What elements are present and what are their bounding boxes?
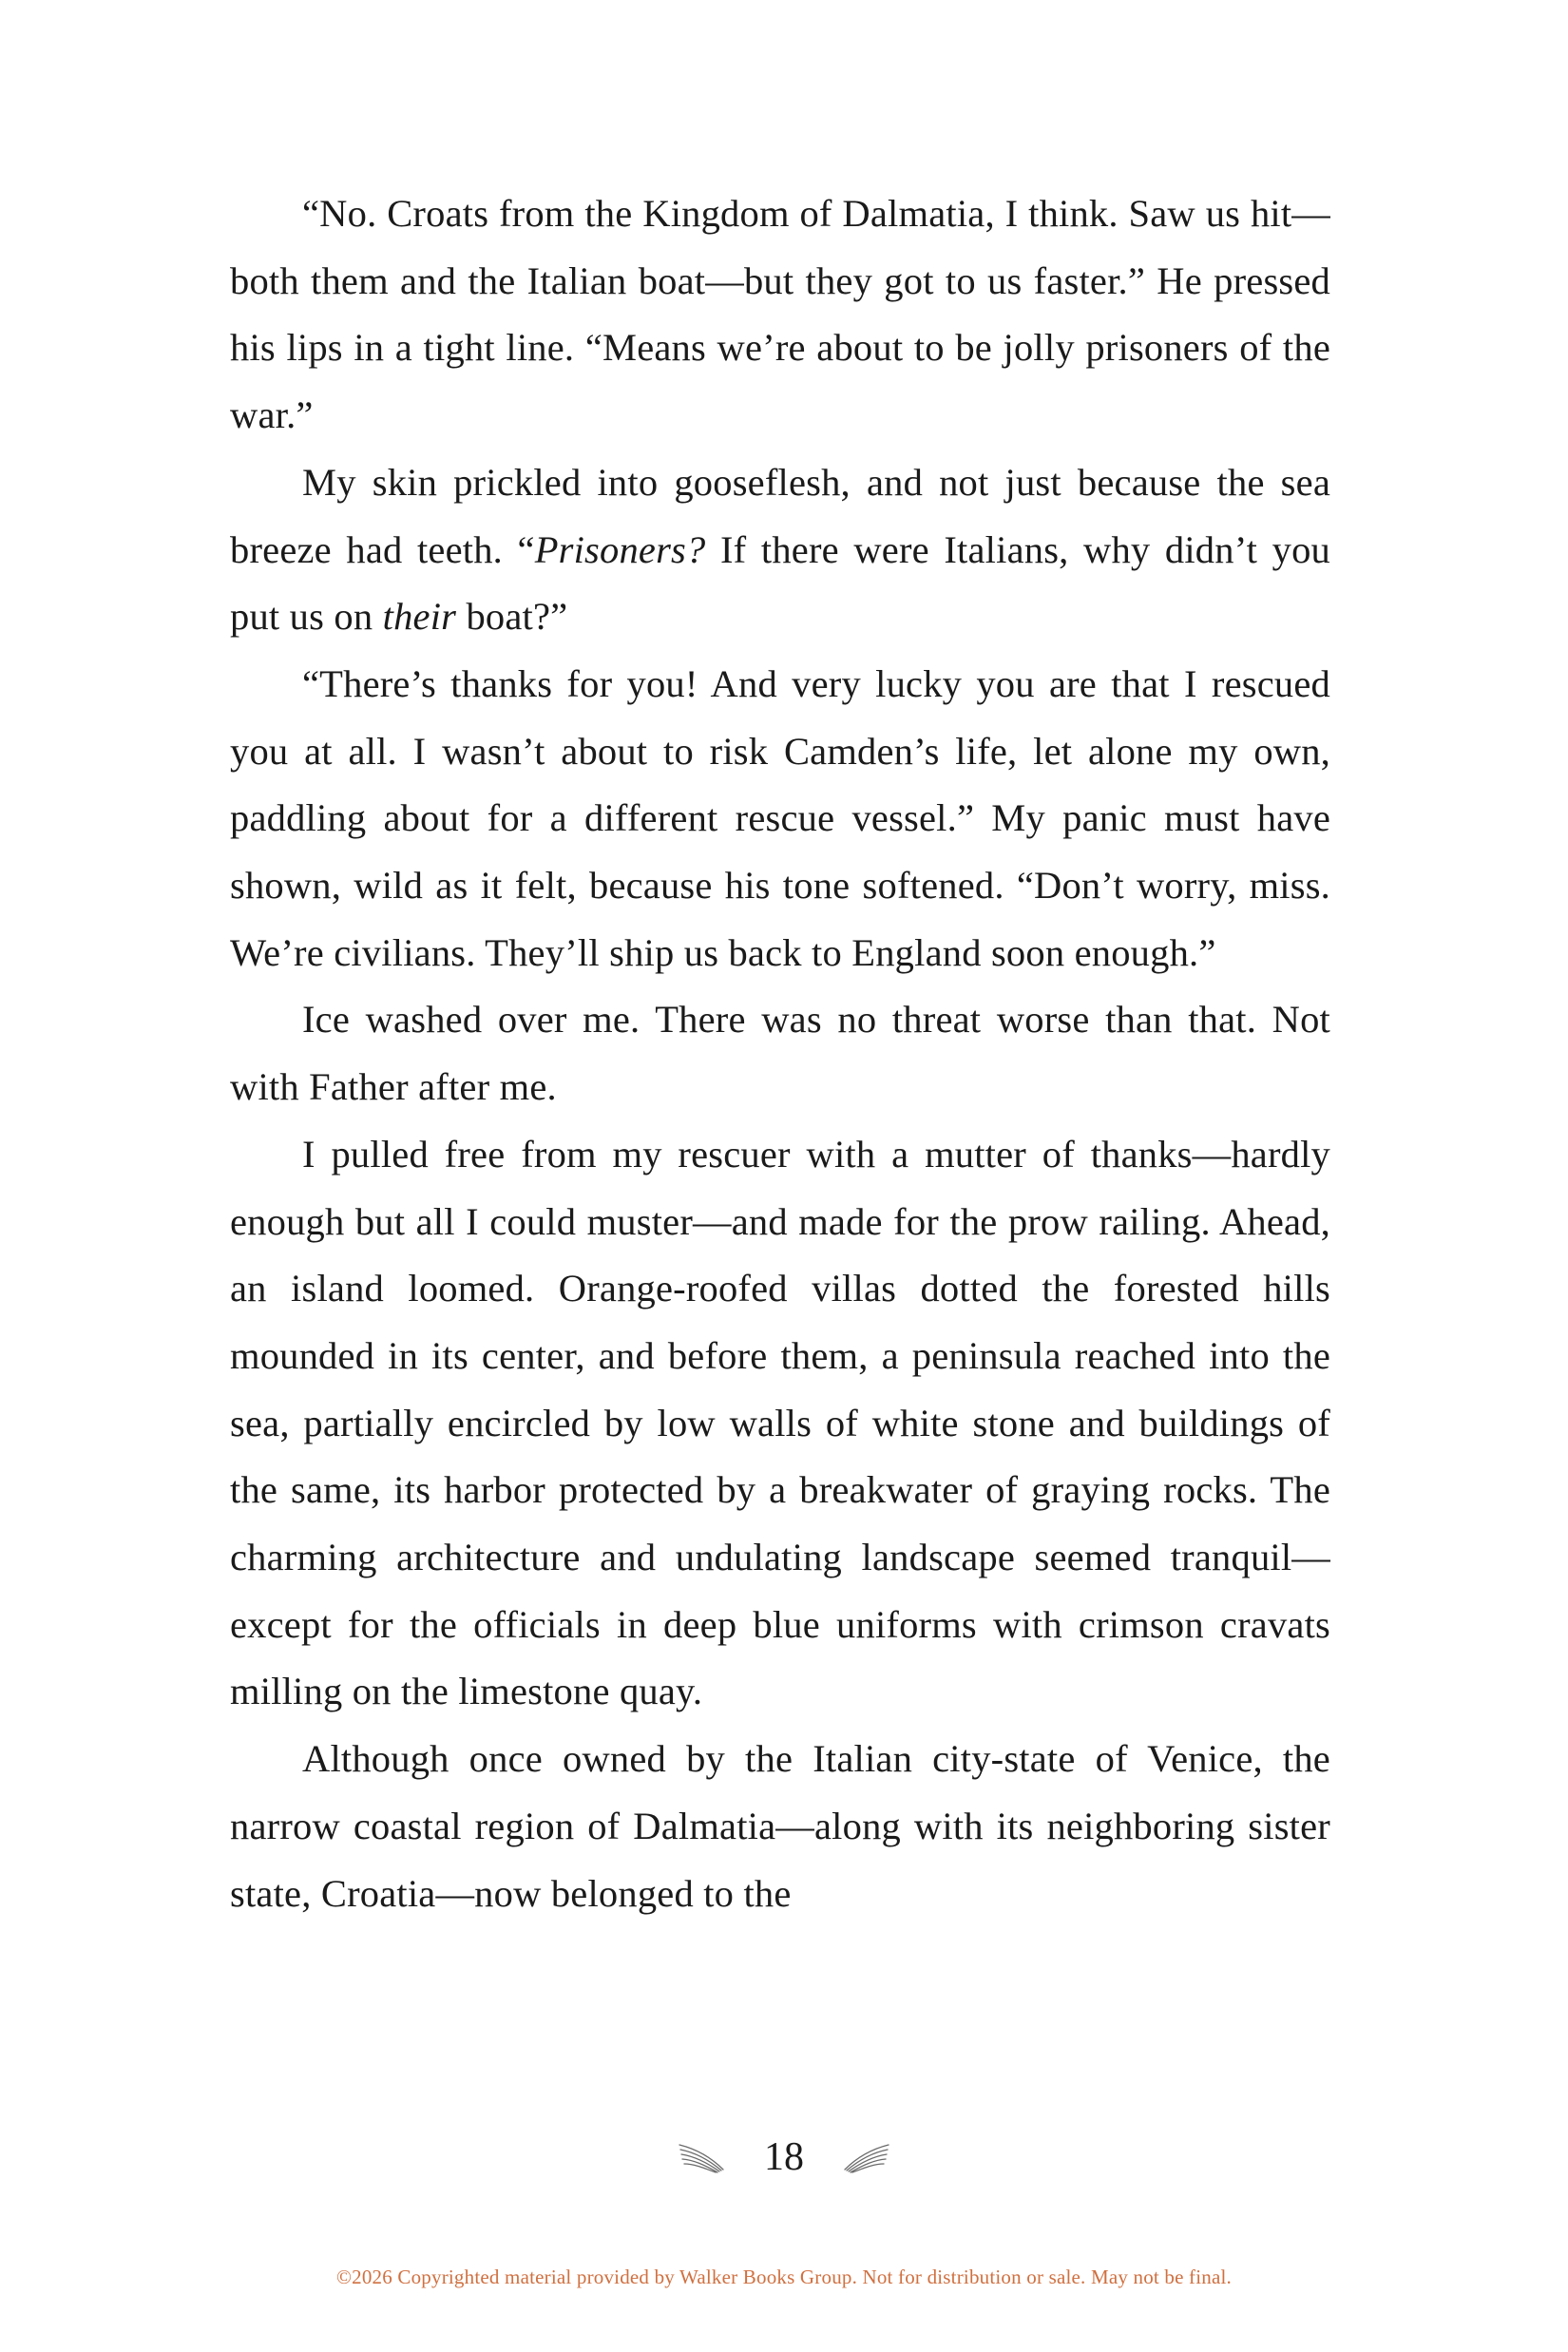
page-footer-folio — [0, 2124, 1568, 2190]
paragraph-5: I pulled free from my rescuer with a mutter of thanks—hardly enough but all I could muster—and made for the prow railing. Ahead, an island loomed. Orange-roofed villas dotted the forested hills mounded in its center, and before them, a peninsula reached into the sea, partially encircled by low walls of white stone and buildings of the same, its harbor protected by a breakwater of graying rocks. The charming architecture and undulating landscape seemed tranquil—except for the officials in deep blue uniforms with crimson cravats milling on the limestone quay. — [230, 1132, 1330, 1713]
paragraph-3: “There’s thanks for you! And very lucky you are that I rescued you at all. I wasn’t about to risk Camden’s life, let alone my own, paddling about for a different rescue vessel.” My panic must have shown, wild as it felt, because his tone softened. “Don’t worry, miss. We’re civilians. They’ll ship us back to England soon enough.” — [230, 661, 1330, 974]
left-wing-flourish-icon — [678, 2141, 727, 2173]
paragraph-4: Ice washed over me. There was no threat worse than that. Not with Father after me. — [230, 998, 1330, 1109]
right-wing-flourish-icon — [841, 2141, 890, 2173]
paragraph-2-emphasis-prisoners: Prisoners? — [534, 527, 706, 571]
page-number: 18 — [764, 2135, 804, 2179]
body-text — [230, 181, 1330, 1927]
paragraph-1: “No. Croats from the Kingdom of Dalmatia, I think. Saw us hit—both them and the Italian boat—but they got to us faster.” He pressed his lips in a tight line. “Means we’re about to be jolly prisoners of the war.” — [230, 192, 1330, 437]
copyright-notice: ©2026 Copyrighted material provided by Walker Books Group. Not for distribution or sale. May not be final. — [335, 2266, 1232, 2288]
paragraph-6: Although once owned by the Italian city-state of Venice, the narrow coastal region of Dalmatia—along with its neighboring sister state, Croatia—now belonged to the — [230, 1737, 1330, 1915]
paragraph-2-part-3: boat?” — [456, 595, 568, 639]
paragraph-2 — [230, 449, 1330, 651]
paragraph-2-part-2: If there were Italians, why didn’t you put us on — [230, 527, 1330, 639]
paragraph-2-part-1: My skin prickled into gooseflesh, and not just because the sea breeze had teeth. “ — [230, 460, 1330, 571]
paragraph-2-emphasis-their: their — [382, 595, 457, 639]
